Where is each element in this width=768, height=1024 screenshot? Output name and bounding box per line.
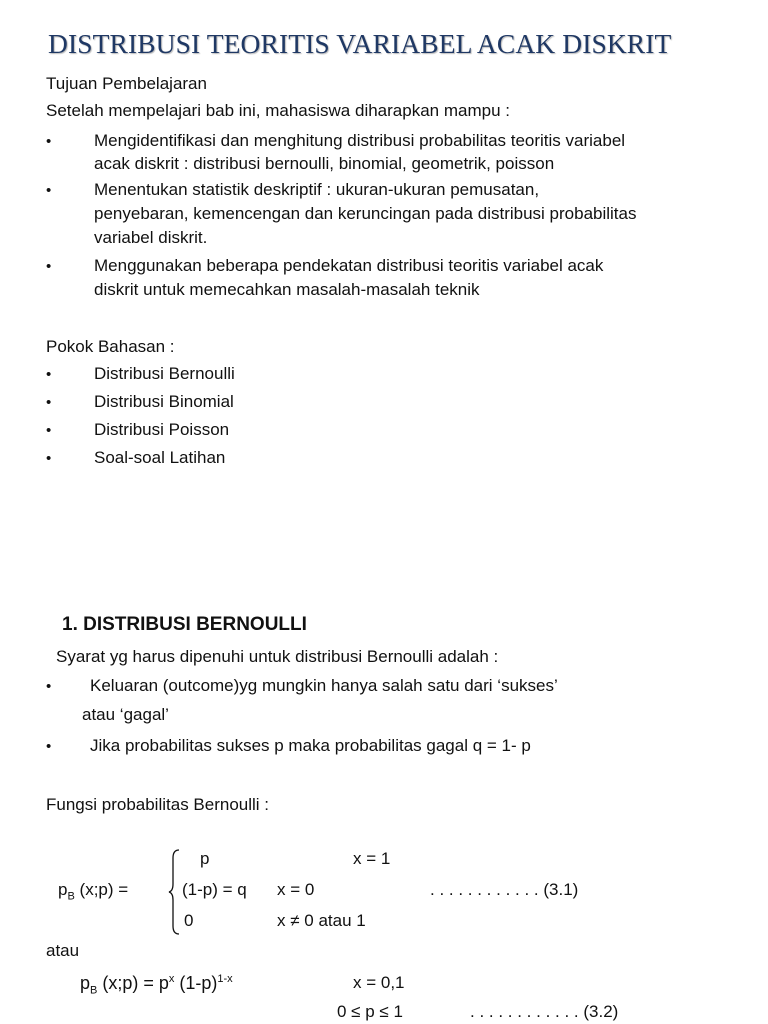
p-symbol: p (58, 880, 68, 899)
objectives-heading: Tujuan Pembelajaran (46, 74, 207, 93)
list-item-line: diskrit untuk memecahkan masalah-masalah teknik (94, 280, 480, 299)
list-item-line: variabel diskrit. (94, 228, 208, 247)
topics-heading: Pokok Bahasan : (46, 337, 175, 356)
lhs-mid: (x;p) = p (97, 973, 169, 993)
case-value: (1-p) = q (182, 880, 247, 899)
superscript: 1-x (217, 973, 233, 985)
lhs-rest: (x;p) = (74, 880, 129, 899)
page-title: DISTRIBUSI TEORITIS VARIABEL ACAK DISKRIT (48, 28, 672, 59)
bullet-icon: • (46, 450, 52, 467)
list-item-label: Soal-soal Latihan (94, 448, 226, 467)
bullet-icon: • (46, 738, 52, 755)
list-item-line: Menggunakan beberapa pendekatan distribusi teoritis variabel acak (94, 256, 604, 275)
superscript: x (168, 973, 175, 985)
requirement-line: Keluaran (outcome)yg mungkin hanya salah satu dari ‘sukses’ (90, 676, 558, 695)
condition: x = 0,1 (353, 973, 405, 992)
bullet-icon: • (46, 366, 52, 383)
objectives-intro: Setelah mempelajari bab ini, mahasiswa diharapkan mampu : (46, 101, 510, 120)
subscript: B (67, 890, 75, 903)
list-item-line: acak diskrit : distribusi bernoulli, binomial, geometrik, poisson (94, 154, 555, 173)
case-condition: x ≠ 0 atau 1 (277, 911, 366, 930)
list-item-line: penyebaran, kemencengan dan keruncingan pada distribusi probabilitas (94, 204, 637, 223)
bullet-icon: • (46, 394, 52, 411)
subscript: B (90, 984, 98, 997)
equation-lhs (58, 880, 128, 902)
list-item-label: Distribusi Bernoulli (94, 364, 235, 383)
bullet-icon: • (46, 422, 52, 439)
equation-lhs (80, 973, 233, 997)
list-item-label: Distribusi Poisson (94, 420, 230, 439)
equation-number: . . . . . . . . . . . . (3.1) (430, 880, 579, 899)
section-heading: 1. DISTRIBUSI BERNOULLI (62, 614, 307, 635)
brace-path (169, 850, 179, 934)
condition: 0 ≤ p ≤ 1 (337, 1002, 403, 1021)
bullet-icon: • (46, 258, 52, 275)
requirement-line: Jika probabilitas sukses p maka probabilitas gagal q = 1- p (90, 736, 531, 755)
brace-icon (168, 848, 182, 936)
case-value: p (200, 849, 210, 868)
case-value: 0 (184, 911, 194, 930)
list-item-label: Distribusi Binomial (94, 392, 234, 411)
p-symbol: p (80, 973, 91, 993)
atau-connector: atau (46, 941, 80, 960)
bullet-icon: • (46, 133, 52, 150)
case-condition: x = 0 (277, 880, 315, 899)
equation-number: . . . . . . . . . . . . (3.2) (470, 1002, 619, 1021)
lhs-mid2: (1-p) (174, 973, 218, 993)
requirement-line: atau ‘gagal’ (82, 705, 169, 724)
section-intro: Syarat yg harus dipenuhi untuk distribusi Bernoulli adalah : (56, 647, 499, 666)
bullet-icon: • (46, 678, 52, 695)
list-item-line: Mengidentifikasi dan menghitung distribusi probabilitas teoritis variabel (94, 131, 626, 150)
list-item-line: Menentukan statistik deskriptif : ukuran-ukuran pemusatan, (94, 180, 540, 199)
function-label: Fungsi probabilitas Bernoulli : (46, 795, 270, 814)
bullet-icon: • (46, 182, 52, 199)
case-condition: x = 1 (353, 849, 391, 868)
